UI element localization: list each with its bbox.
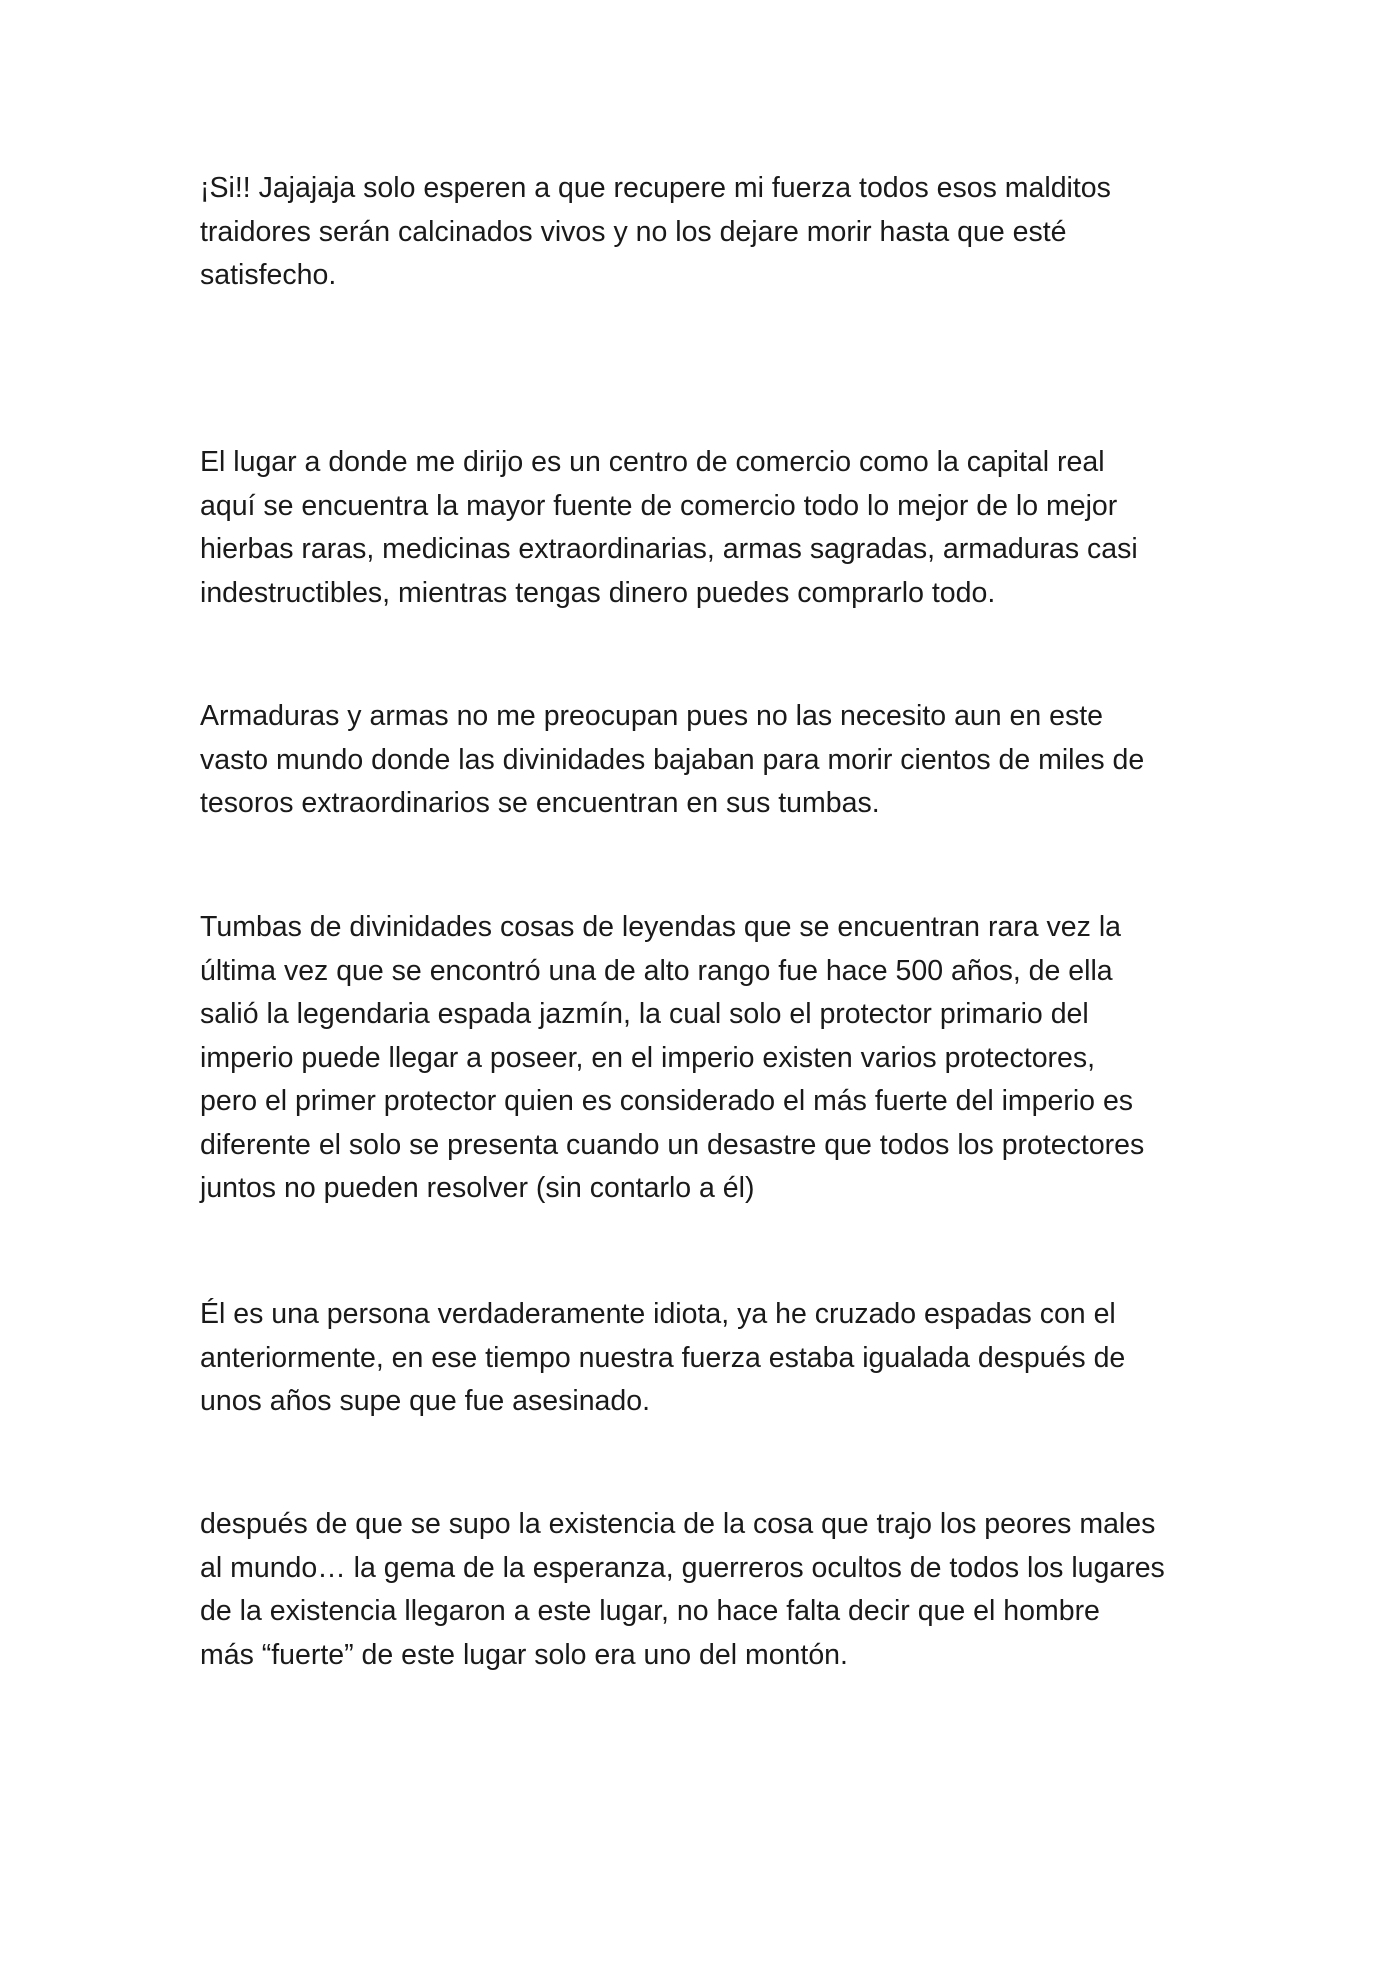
paragraph-6: después de que se supo la existencia de la cosa que trajo los peores males al mundo… la gema de la esperanza, guerreros ocultos de todos los lugares de la existencia llegaron a este lugar, no hace falta decir que el hombre más “fuerte” de este lugar solo era uno del montón. <box>200 1508 1165 1671</box>
paragraph-3: Armaduras y armas no me preocupan pues no las necesito aun en este vasto mundo donde las divinidades bajaban para morir cientos de miles de tesoros extraordinarios se encuentran en sus tumbas. <box>200 700 1145 819</box>
paragraph-1: ¡Si!! Jajajaja solo esperen a que recupere mi fuerza todos esos malditos traidores serán calcinados vivos y no los dejare morir hasta que esté satisfecho. <box>200 172 1111 291</box>
paragraph-4: Tumbas de divinidades cosas de leyendas que se encuentran rara vez la última vez que se encontró una de alto rango fue hace 500 años, de ella salió la legendaria espada jazmín, la cual solo el protector primario del imperio puede llegar a poseer, en el imperio existen varios protectores, pero el primer protector quien es considerado el más fuerte del imperio es diferente el solo se presenta cuando un desastre que todos los protectores juntos no pueden resolver (sin contarlo a él) <box>200 911 1145 1204</box>
paragraph-5: Él es una persona verdaderamente idiota, ya he cruzado espadas con el anteriormente, en ese tiempo nuestra fuerza estaba igualada después de unos años supe que fue asesinado. <box>200 1298 1126 1417</box>
paragraph-2: El lugar a donde me dirijo es un centro de comercio como la capital real aquí se encuentra la mayor fuente de comercio todo lo mejor de lo mejor hierbas raras, medicinas extraordinarias, armas sagradas, armaduras casi indestructibles, mientras tengas dinero puedes comprarlo todo. <box>200 446 1138 609</box>
